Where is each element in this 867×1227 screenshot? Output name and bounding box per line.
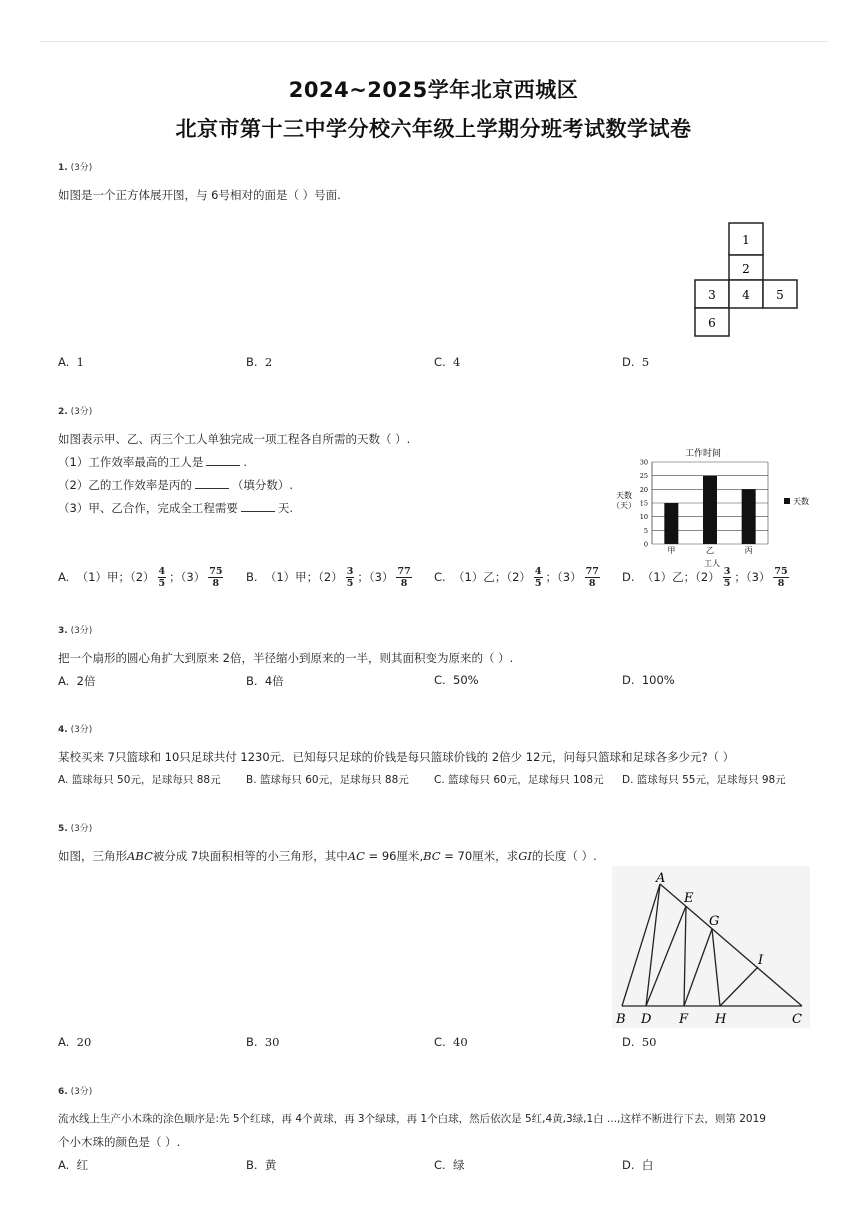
q6-option-d[interactable]: D. 白: [622, 1158, 654, 1172]
q4-option-c[interactable]: C. 篮球每只 60元，足球每只 108元: [434, 774, 604, 786]
q1-option-d[interactable]: D. 5: [622, 355, 650, 369]
work-time-bar-chart: [612, 444, 812, 570]
vertex-label-e: E: [684, 891, 694, 906]
y-tick-label: 5: [643, 526, 648, 535]
q3-number: 3.: [58, 626, 68, 636]
q2-score: (3分): [70, 407, 93, 417]
vertex-label-d: D: [641, 1012, 652, 1027]
triangle-figure: [612, 866, 810, 1028]
net-label-2: 2: [742, 262, 750, 276]
answer-blank[interactable]: [206, 455, 240, 466]
q6-option-b[interactable]: B. 黄: [246, 1158, 277, 1172]
q5-stem: 如图，三角形ABC被分成 7块面积相等的小三角形，其中AC = 96厘米,BC = 70厘米，求GI的长度（ ）.: [58, 849, 597, 863]
q5-number: 5.: [58, 824, 68, 834]
page-title: 2024~2025学年北京西城区: [288, 78, 579, 102]
y-tick-label: 15: [639, 499, 648, 508]
header-divider: [40, 41, 828, 42]
page-subtitle: 北京市第十三中学分校六年级上学期分班考试数学试卷: [175, 117, 692, 141]
q2-stem: 如图表示甲、乙、丙三个工人单独完成一项工程各自所需的天数（ ）.: [58, 432, 411, 446]
chart-title: 工作时间: [684, 449, 722, 459]
y-axis-label-unit: （天）: [612, 501, 636, 510]
net-label-4: 4: [742, 288, 750, 302]
legend-label: 天数: [793, 497, 809, 506]
answer-blank[interactable]: [241, 501, 275, 512]
q3-header: [58, 623, 92, 636]
q5-option-b[interactable]: B. 30: [246, 1035, 280, 1049]
q2-sub1: （1）工作效率最高的工人是 .: [58, 455, 247, 469]
q4-score: (3分): [70, 725, 93, 735]
q1-stem: 如图是一个正方体展开图，与 6号相对的面是（ ）号面.: [58, 188, 341, 202]
q1-number: 1.: [58, 163, 68, 173]
q1-option-c[interactable]: C. 4: [434, 355, 461, 369]
q2-option-a[interactable]: A. （1）甲；（2） $\frac{4}{5}$ ；（3） $\frac{75}{8}$: [58, 566, 223, 589]
q6-stem-line1: 流水线上生产小木珠的涂色顺序是:先 5个红球，再 4个黄球，再 3个绿球，再 1个白球，然后依次是 5红,4黄,3绿,1白 ...,这样不断进行下去，则第 2019: [58, 1113, 766, 1125]
q5-header: [58, 821, 92, 834]
q1-option-b[interactable]: B. 2: [246, 355, 273, 369]
q2-header: [58, 404, 92, 417]
q3-option-a[interactable]: A. 2倍: [58, 674, 96, 688]
q5-option-c[interactable]: C. 40: [434, 1035, 468, 1049]
y-axis-label: 天数: [616, 491, 632, 500]
q6-number: 6.: [58, 1087, 68, 1097]
net-label-6: 6: [708, 316, 716, 330]
q6-stem-line2: 个小木珠的颜色是（ ）.: [58, 1135, 181, 1149]
q1-score: (3分): [70, 163, 93, 173]
q6-header: [58, 1084, 92, 1097]
q6-option-c[interactable]: C. 绿: [434, 1158, 465, 1172]
vertex-label-f: F: [679, 1012, 689, 1027]
q4-option-d[interactable]: D. 篮球每只 55元，足球每只 98元: [622, 774, 786, 786]
y-tick-label: 25: [639, 472, 648, 481]
q3-option-b[interactable]: B. 4倍: [246, 674, 284, 688]
x-tick-label: 甲: [667, 546, 676, 555]
q4-option-a[interactable]: A. 篮球每只 50元，足球每只 88元: [58, 774, 221, 786]
q1-option-a[interactable]: A. 1: [58, 355, 84, 369]
q4-option-b[interactable]: B. 篮球每只 60元，足球每只 88元: [246, 774, 409, 786]
q5-option-a[interactable]: A. 20: [58, 1035, 92, 1049]
q2-option-c[interactable]: C. （1）乙；（2） $\frac{4}{5}$ ；（3） $\frac{77}{8}$: [434, 566, 599, 589]
q1-header: [58, 160, 92, 173]
figure-background: [612, 866, 810, 1028]
y-tick-label: 10: [639, 513, 648, 522]
q3-stem: 把一个扇形的圆心角扩大到原来 2倍，半径缩小到原来的一半，则其面积变为原来的（ ）.: [58, 651, 514, 665]
bar-2: [703, 476, 717, 544]
q3-score: (3分): [70, 626, 93, 636]
x-tick-label: 丙: [744, 546, 753, 555]
bar-3: [742, 489, 756, 544]
bar-1: [664, 503, 678, 544]
q4-stem: 某校买来 7只篮球和 10只足球共付 1230元．已知每只足球的价钱是每只篮球价钱的 2倍少 12元，问每只篮球和足球各多少元?（ ）: [58, 750, 735, 764]
vertex-label-a: A: [656, 871, 666, 886]
q5-score: (3分): [70, 824, 93, 834]
net-label-1: 1: [742, 233, 750, 247]
vertex-label-c: C: [792, 1012, 802, 1027]
y-tick-label: 20: [639, 485, 648, 494]
x-tick-label: 乙: [706, 546, 714, 555]
answer-blank[interactable]: [195, 478, 229, 489]
vertex-label-b: B: [616, 1012, 626, 1027]
q6-score: (3分): [70, 1087, 93, 1097]
q3-option-c[interactable]: C. 50%: [434, 673, 479, 687]
q5-option-d[interactable]: D. 50: [622, 1035, 657, 1049]
q6-option-a[interactable]: A. 红: [58, 1158, 89, 1172]
y-tick-label: 0: [643, 540, 648, 549]
q2-number: 2.: [58, 407, 68, 417]
q3-option-d[interactable]: D. 100%: [622, 673, 675, 687]
cube-net-figure: [692, 220, 802, 340]
q2-option-d[interactable]: D. （1）乙；（2） $\frac{3}{5}$ ；（3） $\frac{75}{8}$: [622, 566, 788, 589]
q4-header: [58, 722, 92, 735]
q2-sub2: （2）乙的工作效率是丙的 （填分数）.: [58, 478, 293, 492]
q2-sub3: （3）甲、乙合作，完成全工程需要 天.: [58, 501, 293, 515]
q2-option-b[interactable]: B. （1）甲；（2） $\frac{3}{5}$ ；（3） $\frac{77}{8}$: [246, 566, 411, 589]
q4-number: 4.: [58, 725, 68, 735]
vertex-label-g: G: [709, 914, 720, 929]
y-tick-label: 30: [639, 458, 648, 467]
x-axis-label: 工人: [704, 559, 720, 568]
legend-swatch: [784, 498, 790, 504]
vertex-label-h: H: [715, 1012, 727, 1027]
net-label-5: 5: [776, 288, 784, 302]
vertex-label-i: I: [758, 953, 764, 968]
net-label-3: 3: [708, 288, 716, 302]
